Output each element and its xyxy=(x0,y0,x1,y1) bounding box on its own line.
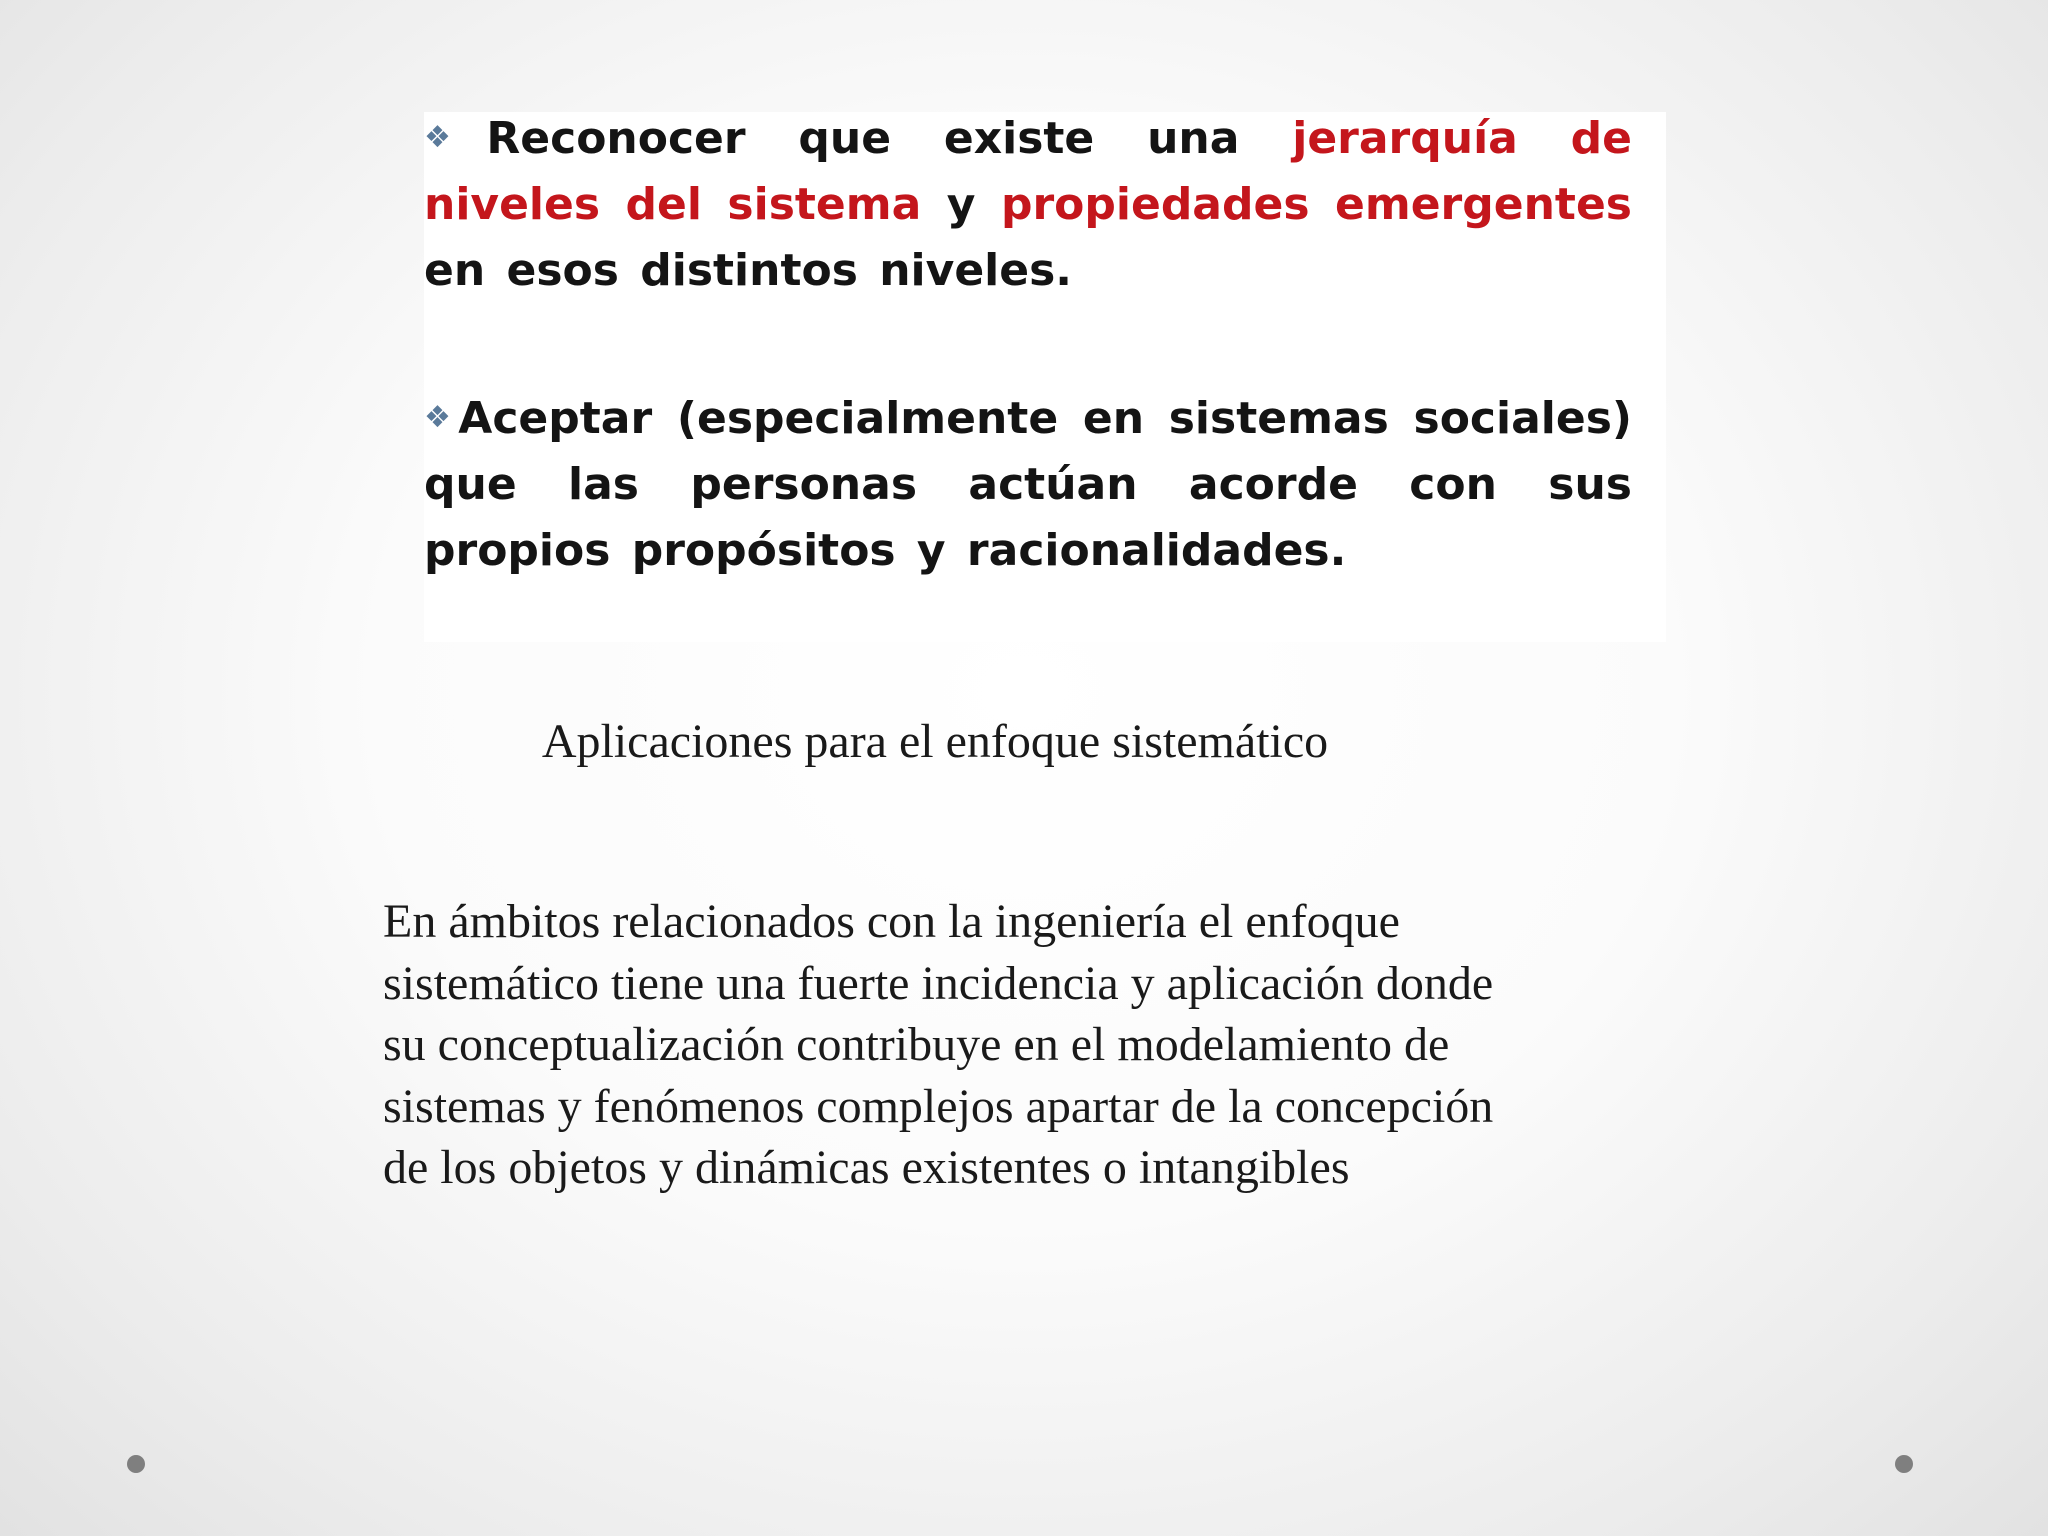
bullet-2 xyxy=(424,385,1632,584)
bullet-1-seg-5: en esos distintos niveles. xyxy=(424,245,1072,296)
bullet-2-seg-1: Aceptar (especialmente en sistemas sociales) que las personas actúan acorde con sus propios propósitos y racionalidades. xyxy=(424,393,1632,576)
bullet-1-seg-2: jerarquía de niveles del sistema xyxy=(424,113,1632,230)
bullet-1-seg-3: y xyxy=(921,179,1001,230)
bullet-1-seg-4: propiedades emergentes xyxy=(1000,179,1632,230)
slide-body-text: En ámbitos relacionados con la ingeniería el enfoque sistemático tiene una fuerte incidencia y aplicación donde su conceptualización contribuye en el modelamiento de sistemas y fenómenos complejos apartar de la concepción de los objetos y dinámicas existentes o intangibles xyxy=(383,895,1494,1194)
corner-dot-right xyxy=(1895,1455,1913,1473)
bullet-1-seg-1: Reconocer que existe una xyxy=(486,113,1293,164)
corner-dot-left xyxy=(127,1455,145,1473)
diamond-cluster-icon: ❖ xyxy=(424,400,455,435)
slide-subtitle: Aplicaciones para el enfoque sistemático xyxy=(541,715,1329,768)
bullet-1 xyxy=(424,105,1632,304)
diamond-cluster-icon: ❖ xyxy=(424,120,483,155)
